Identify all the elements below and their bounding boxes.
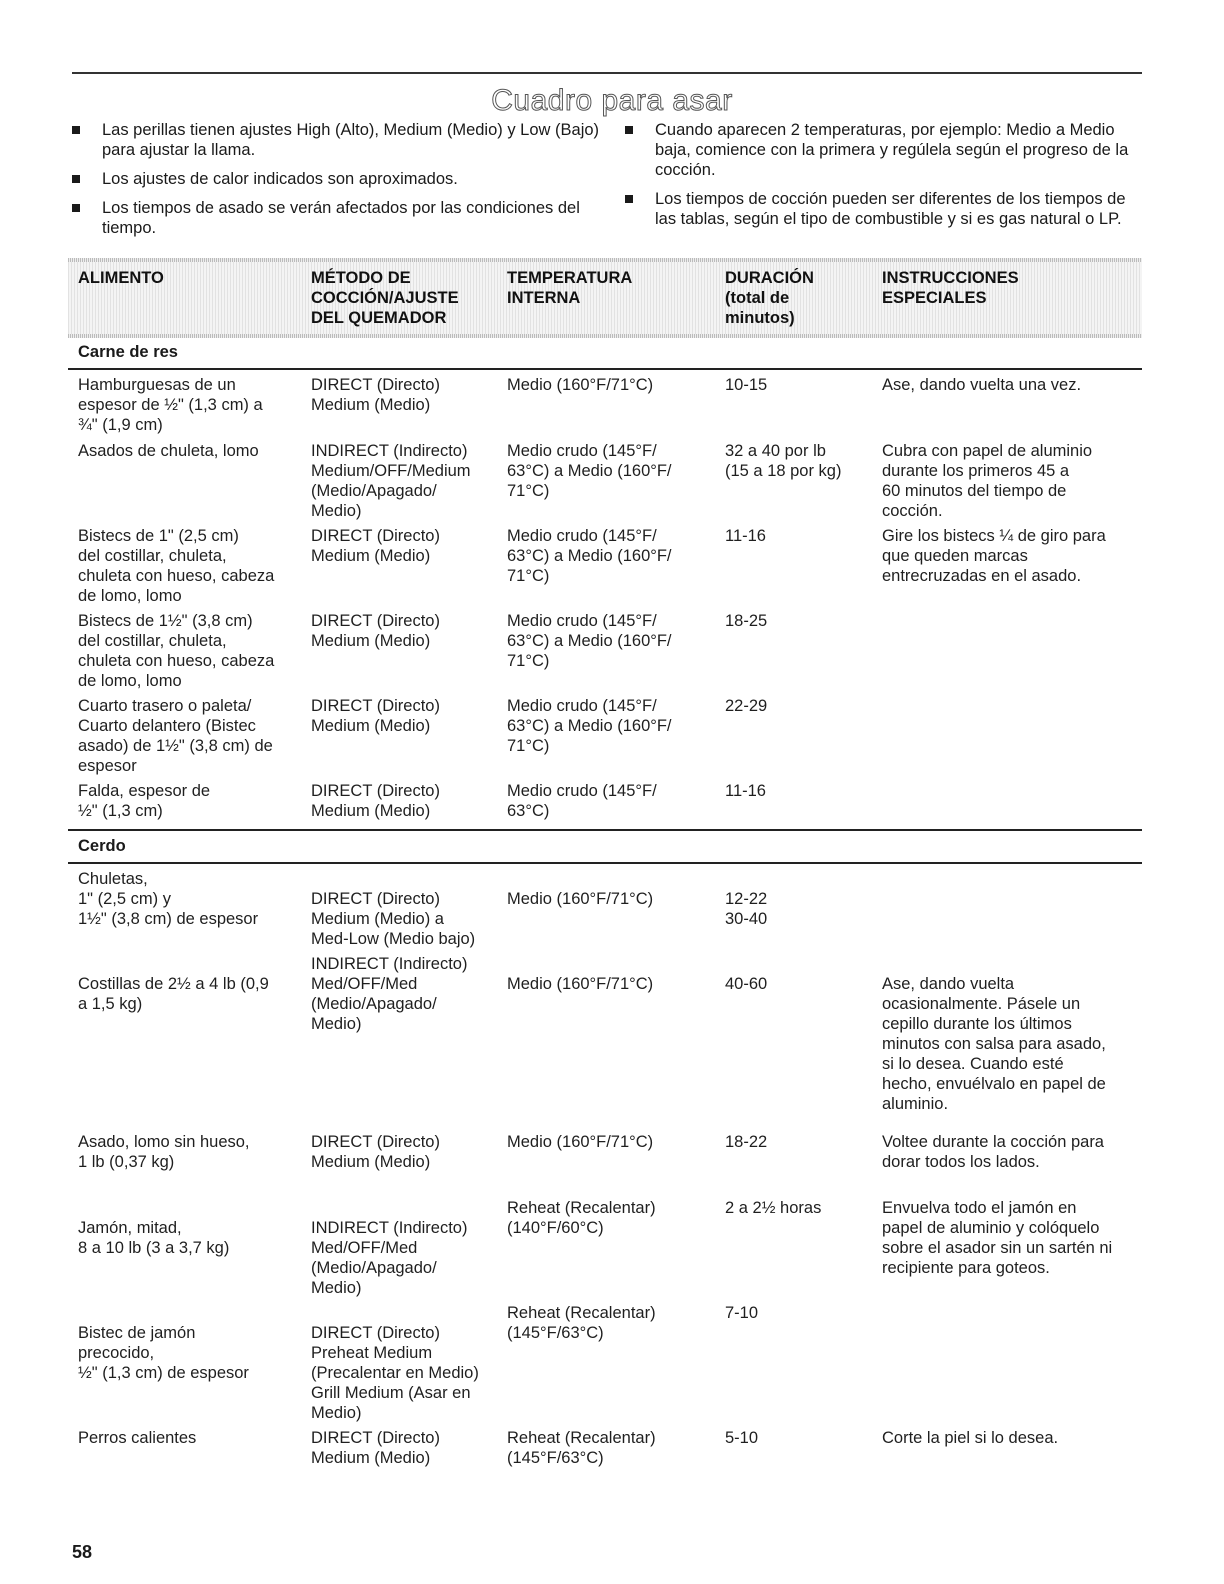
bullet-square-icon	[72, 126, 80, 134]
bullet-item: Los tiempos de cocción pueden ser diferentes de los tiempos de las tablas, según el tipo de combustible y si es gas natural o LP.	[625, 189, 1145, 229]
bullet-square-icon	[72, 204, 80, 212]
bullet-square-icon	[625, 195, 633, 203]
page-title: Cuadro para asar	[491, 84, 733, 117]
header-instrucciones: INSTRUCCIONES ESPECIALES	[882, 269, 1019, 307]
section-rule	[68, 829, 1142, 831]
section-rule	[68, 368, 1142, 370]
header-alimento: ALIMENTO	[78, 269, 164, 287]
top-rule	[72, 72, 1142, 74]
header-duracion: DURACIÓN (total de minutos)	[725, 269, 814, 327]
section-title-beef: Carne de res	[78, 343, 178, 361]
header-metodo: MÉTODO DE COCCIÓN/AJUSTE DEL QUEMADOR	[311, 269, 459, 327]
bullet-item: Cuando aparecen 2 temperaturas, por ejemplo: Medio a Medio baja, comience con la primera y regúlela según el progreso de la cocción.	[625, 120, 1145, 180]
bullet-item: Los ajustes de calor indicados son aproximados.	[72, 169, 602, 189]
section-title-pork: Cerdo	[78, 837, 126, 855]
bullet-square-icon	[72, 175, 80, 183]
bullet-item: Los tiempos de asado se verán afectados por las condiciones del tiempo.	[72, 198, 602, 238]
header-temperatura: TEMPERATURA INTERNA	[507, 269, 633, 307]
section-rule	[68, 862, 1142, 864]
bullet-item: Las perillas tienen ajustes High (Alto), Medium (Medio) y Low (Bajo) para ajustar la llama.	[72, 120, 602, 160]
page-number: 58	[72, 1542, 93, 1562]
bullet-list-right	[625, 120, 1145, 238]
bullet-list-left	[72, 120, 602, 247]
bullet-square-icon	[625, 126, 633, 134]
